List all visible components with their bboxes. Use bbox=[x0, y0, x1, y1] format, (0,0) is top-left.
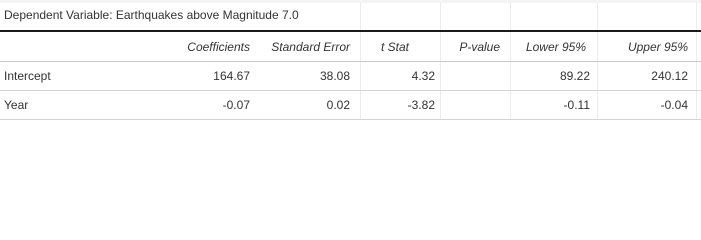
standard-error-cell: 0.02 bbox=[326, 98, 350, 112]
lower-95-cell: -0.11 bbox=[563, 98, 590, 112]
upper-95-cell: -0.04 bbox=[660, 98, 688, 112]
p-value-cell bbox=[440, 62, 500, 90]
table-title-row bbox=[0, 3, 701, 32]
upper-95-cell: 240.12 bbox=[651, 69, 688, 83]
coefficient-cell: 164.67 bbox=[213, 69, 250, 83]
header-cell-upper-95: Upper 95% bbox=[627, 39, 688, 54]
table-title: Dependent Variable: Earthquakes above Magnitude 7.0 bbox=[4, 8, 299, 22]
lower-95-cell: 89.22 bbox=[559, 69, 590, 83]
standard-error-cell: 38.08 bbox=[319, 69, 350, 83]
t-stat-cell: -3.82 bbox=[407, 98, 435, 112]
header-cell-lower-95: Lower 95% bbox=[525, 39, 586, 54]
p-value-cell bbox=[440, 91, 500, 119]
row-label: Intercept bbox=[4, 69, 51, 83]
row-label: Year bbox=[4, 98, 29, 112]
table-header-row bbox=[0, 32, 701, 62]
coefficient-cell: -0.07 bbox=[222, 98, 250, 112]
table-row bbox=[0, 62, 701, 91]
header-cell-standard-error: Standard Error bbox=[271, 39, 350, 54]
header-cell-t-stat: t Stat bbox=[380, 39, 409, 54]
table-row bbox=[0, 91, 701, 120]
header-cell-p-value: P-value bbox=[459, 39, 500, 54]
t-stat-cell: 4.32 bbox=[411, 69, 435, 83]
header-cell-coefficients: Coefficients bbox=[187, 39, 250, 54]
header-cell-label bbox=[4, 32, 164, 61]
